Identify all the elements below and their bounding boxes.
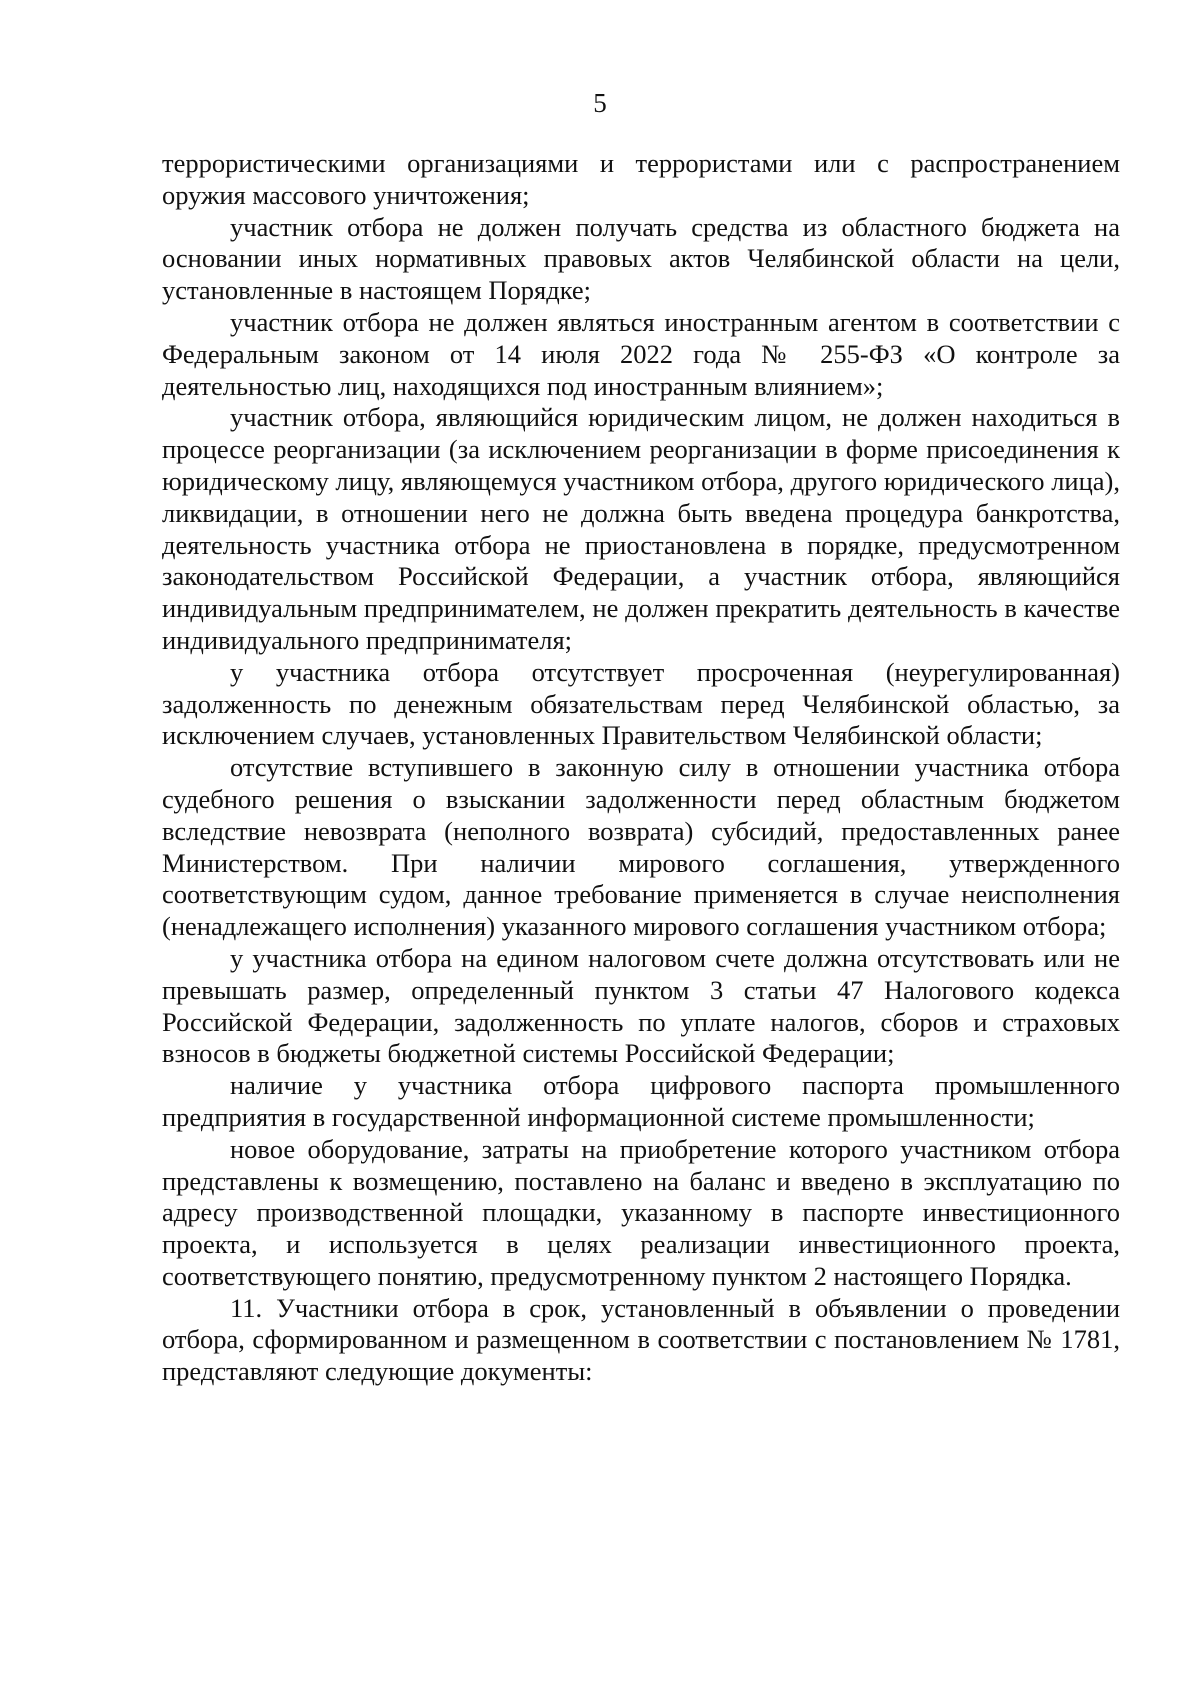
paragraph-requirement-new-equipment: новое оборудование, затраты на приобретение которого участником отбора представлены к возмещению, поставлено на баланс и введено в эксплуатацию по адресу производственной площадки, указанному в паспорте инвестиционного проекта, и используется в целях реализации инвестиционного проекта, соответствующего понятию, предусмотренному пунктом 2 настоящего Порядка. (162, 1133, 1120, 1291)
paragraph-requirement-budget-funds: участник отбора не должен получать средства из областного бюджета на основании иных нормативных правовых актов Челябинской области на цели, установленные в настоящем Порядке; (162, 211, 1120, 306)
paragraph-requirement-court-decision: отсутствие вступившего в законную силу в отношении участника отбора судебного решения о взыскании задолженности перед областным бюджетом вследствие невозврата (неполного возврата) субсидий, предоставленных ранее Министерством. При наличии мирового соглашения, утвержденного соответствующим судом, данное требование применяется в случае неисполнения (ненадлежащего исполнения) указанного мирового соглашения участником отбора; (162, 752, 1120, 942)
document-body (162, 148, 1120, 1388)
paragraph-requirement-tax-account: у участника отбора на едином налоговом счете должна отсутствовать или не превышать размер, определенный пунктом 3 статьи 47 Налогового кодекса Российской Федерации, задолженность по уплате налогов, сборов и страховых взносов в бюджеты бюджетной системы Российской Федерации; (162, 942, 1120, 1069)
paragraph-requirement-digital-passport: наличие у участника отбора цифрового паспорта промышленного предприятия в государственной информационной системе промышленности; (162, 1070, 1120, 1132)
paragraph-requirement-foreign-agent: участник отбора не должен являться иностранным агентом в соответствии с Федеральным законом от 14 июля 2022 года № 255-ФЗ «О контроле за деятельностью лиц, находящихся под иностранным влиянием»; (162, 306, 1120, 401)
paragraph-requirement-reorganization: участник отбора, являющийся юридическим лицом, не должен находиться в процессе реорганизации (за исключением реорганизации в форме присоединения к юридическому лицу, являющемуся участником отбора, другого юридического лица), ликвидации, в отношении него не должна быть введена процедура банкротства, деятельность участника отбора не приостановлена в порядке, предусмотренном законодательством Российской Федерации, а участник отбора, являющийся индивидуальным предпринимателем, не должен прекратить деятельность в качестве индивидуального предпринимателя; (162, 402, 1120, 655)
paragraph-requirement-overdue-debt: у участника отбора отсутствует просроченная (неурегулированная) задолженность по денежным обязательствам перед Челябинской областью, за исключением случаев, установленных Правительством Челябинской области; (162, 656, 1120, 751)
paragraph-item-11: 11. Участники отбора в срок, установленный в объявлении о проведении отбора, сформированном и размещенном в соответствии с постановлением № 1781, представляют следующие документы: (162, 1292, 1120, 1387)
page-number: 5 (593, 88, 607, 118)
paragraph-continuation: террористическими организациями и террористами или с распространением оружия массового уничтожения; (162, 148, 1120, 210)
